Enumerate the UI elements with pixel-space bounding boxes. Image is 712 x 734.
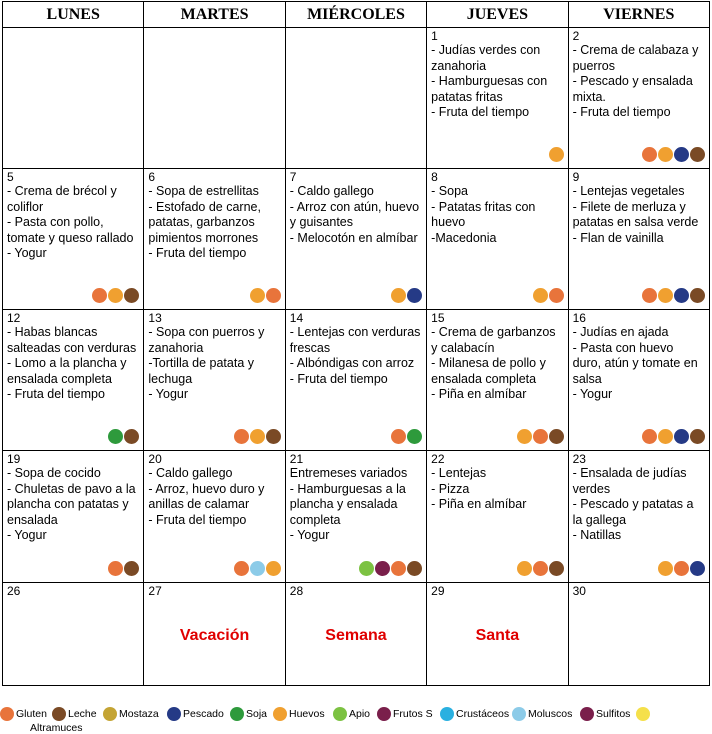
holiday-label: Semana (325, 627, 387, 644)
day-number: 6 (148, 170, 156, 184)
weekday-header-row (3, 2, 710, 28)
menu-dish: - Fruta del tiempo (431, 105, 530, 119)
leche-icon (690, 429, 705, 444)
menu-dish: - Lomo a la plancha y ensalada completa (7, 356, 127, 386)
legend-item-mostaza (103, 707, 159, 721)
holiday-label: Vacación (179, 627, 250, 644)
gluten-icon (674, 561, 689, 576)
menu-dish: - Caldo gallego (148, 466, 233, 480)
menu-dish: - Fruta del tiempo (148, 246, 247, 260)
allergen-icons (642, 288, 705, 303)
menu-dish: - Yogur (289, 528, 330, 542)
menu-dish: - Yogur (7, 246, 47, 260)
gluten-icon (234, 429, 249, 444)
day-cell (427, 310, 568, 451)
day-number: 29 (431, 584, 445, 598)
header-lunes: LUNES (3, 2, 144, 28)
sulfitos-icon (580, 707, 594, 721)
huevos-icon (658, 288, 673, 303)
day-number: 1 (431, 29, 438, 43)
allergen-icons (391, 429, 422, 444)
day-number: 26 (7, 584, 21, 598)
legend-item-sulfitos (580, 707, 630, 721)
leche-icon (124, 429, 139, 444)
menu-dish: - Arroz con atún, huevo y guisantes (289, 199, 420, 229)
legend-item-crustaceos (440, 707, 509, 721)
legend-label: Huevos (289, 708, 325, 720)
menu-dish: - Estofado de carne, patatas, garbanzos pimientos morrones (148, 199, 261, 245)
huevos-icon (658, 561, 673, 576)
day-number: 19 (7, 452, 21, 466)
mostaza-icon (103, 707, 117, 721)
allergen-icons (92, 288, 139, 303)
legend-item-frutos (377, 707, 433, 721)
day-cell (285, 28, 426, 169)
allergen-icons (517, 561, 564, 576)
allergen-legend (0, 703, 712, 734)
menu-dish: - Ensalada de judías verdes (572, 466, 687, 496)
day-cell (285, 169, 426, 310)
leche-icon (407, 561, 422, 576)
menu-dish: - Caldo gallego (289, 184, 374, 198)
menu-dish: - Lentejas con verduras frescas (289, 325, 421, 355)
day-cell (285, 583, 426, 686)
huevos-icon (658, 429, 673, 444)
gluten-icon (642, 288, 657, 303)
gluten-icon (642, 147, 657, 162)
menu-dish: - Hamburguesas a la plancha y ensalada completa (289, 481, 406, 527)
menu-dish: - Lentejas (431, 466, 487, 480)
day-cell (568, 451, 709, 583)
allergen-icons (658, 561, 705, 576)
menu-dish: - Milanesa de pollo y ensalada completa (431, 356, 546, 386)
legend-label: Gluten (16, 708, 47, 720)
day-cell (144, 169, 285, 310)
allergen-icons (359, 561, 422, 576)
day-cell (427, 28, 568, 169)
frutos-icon (377, 707, 391, 721)
menu-dish: -Macedonia (431, 230, 497, 245)
day-number: 21 (289, 452, 304, 466)
menu-dish: - Flan de vainilla (572, 230, 664, 245)
sulfitos-icon (375, 561, 390, 576)
day-number: 8 (431, 170, 438, 184)
day-number: 14 (289, 311, 304, 325)
altramuces-icon (636, 707, 650, 721)
legend-label: Leche (68, 708, 97, 720)
menu-dish: -Tortilla de patata y lechuga (148, 356, 254, 386)
allergen-icons (108, 561, 139, 576)
menu-dish: - Yogur (148, 387, 189, 401)
menu-dish: - Albóndigas con arroz (289, 356, 415, 370)
allergen-icons (234, 429, 281, 444)
day-cell (427, 583, 568, 686)
soja-icon (108, 429, 123, 444)
crustaceos-icon (440, 707, 454, 721)
gluten-icon (266, 288, 281, 303)
day-cell (568, 169, 709, 310)
week-row (3, 583, 710, 686)
menu-dish: - Crema de calabaza y puerros (572, 43, 699, 73)
day-number: 5 (7, 170, 14, 184)
huevos-icon (517, 429, 532, 444)
gluten-icon (533, 561, 548, 576)
day-cell (285, 451, 426, 583)
huevos-icon (273, 707, 287, 721)
allergen-icons (642, 429, 705, 444)
menu-dish: - Patatas fritas con huevo (431, 199, 536, 229)
menu-dish: - Sopa (431, 184, 469, 198)
huevos-icon (658, 147, 673, 162)
allergen-icons (549, 147, 564, 162)
day-cell (3, 583, 144, 686)
pescado-icon (674, 429, 689, 444)
huevos-icon (549, 147, 564, 162)
pescado-icon (690, 561, 705, 576)
day-cell (144, 310, 285, 451)
legend-label: Apio (349, 708, 371, 720)
day-number: 9 (572, 170, 580, 184)
day-cell (285, 310, 426, 451)
menu-dish: - Fruta del tiempo (7, 387, 105, 401)
gluten-icon (391, 429, 406, 444)
gluten-icon (642, 429, 657, 444)
huevos-icon (250, 288, 265, 303)
weekly-menu-table (2, 1, 710, 686)
legend-label: Pescado (183, 708, 224, 720)
leche-icon (690, 288, 705, 303)
leche-icon (549, 429, 564, 444)
menu-dish: - Fruta del tiempo (572, 105, 671, 119)
gluten-icon (549, 288, 564, 303)
legend-item-gluten (0, 707, 47, 721)
huevos-icon (517, 561, 532, 576)
day-cell (568, 310, 709, 451)
menu-dish: - Pasta con pollo, tomate y queso rallado (7, 215, 134, 245)
menu-dish: - Pasta con huevo duro, atún y tomate en salsa (572, 340, 698, 386)
gluten-icon (0, 707, 14, 721)
day-cell (568, 28, 709, 169)
legend-label: Crustáceos (456, 708, 510, 720)
day-cell (3, 169, 144, 310)
menu-dish: - Habas blancas salteadas con verduras (7, 325, 137, 355)
menu-dish: - Sopa de cocido (7, 466, 101, 480)
legend-label: Frutos S (393, 708, 433, 720)
gluten-icon (533, 429, 548, 444)
menu-dish: - Crema de brécol y coliflor (7, 184, 117, 214)
day-number: 27 (148, 584, 162, 598)
menu-dish: - Fruta del tiempo (148, 512, 247, 527)
menu-dish: - Yogur (572, 387, 613, 401)
apio-icon (333, 707, 347, 721)
huevos-icon (391, 288, 406, 303)
gluten-icon (391, 561, 406, 576)
moluscos-icon (512, 707, 526, 721)
pescado-icon (167, 707, 181, 721)
gluten-icon (234, 561, 249, 576)
week-row (3, 451, 710, 583)
legend-label: Sulfitos (596, 708, 631, 720)
legend-label: Mostaza (119, 708, 159, 720)
leche-icon (690, 147, 705, 162)
day-number: 15 (431, 311, 445, 325)
week-row (3, 28, 710, 169)
menu-dish: - Judías verdes con zanahoria (431, 43, 541, 73)
header-jueves: JUEVES (427, 2, 568, 28)
huevos-icon (266, 561, 281, 576)
day-number: 13 (148, 311, 162, 325)
header-viernes: VIERNES (568, 2, 709, 28)
leche-icon (124, 561, 139, 576)
allergen-icons (533, 288, 564, 303)
legend-item-altramuces (636, 707, 652, 721)
leche-icon (266, 429, 281, 444)
day-cell (568, 583, 709, 686)
menu-dish: - Melocotón en almíbar (289, 230, 418, 245)
legend-label: Moluscos (528, 708, 573, 720)
allergen-icons (642, 147, 705, 162)
huevos-icon (108, 288, 123, 303)
legend-item-leche (52, 707, 97, 721)
pescado-icon (674, 288, 689, 303)
menu-dish: - Piña en almíbar (431, 387, 527, 401)
day-number: 20 (148, 452, 162, 466)
day-number: 2 (572, 29, 580, 43)
gluten-icon (92, 288, 107, 303)
day-cell (144, 583, 285, 686)
legend-item-moluscos (512, 707, 572, 721)
leche-icon (52, 707, 66, 721)
holiday-label: Santa (475, 627, 520, 644)
menu-dish: - Chuletas de pavo a la plancha con patatas y ensalada (7, 481, 136, 527)
menu-dish: - Fruta del tiempo (289, 371, 388, 386)
day-number: 16 (572, 311, 586, 325)
day-number: 12 (7, 311, 21, 325)
menu-dish: - Hamburguesas con patatas fritas (431, 74, 548, 104)
menu-dish: - Arroz, huevo duro y anillas de calamar (148, 481, 265, 511)
menu-dish: - Piña en almíbar (431, 497, 527, 511)
leche-icon (124, 288, 139, 303)
menu-dish: - Sopa con puerros y zanahoria (148, 325, 265, 355)
legend-label: Soja (246, 708, 268, 720)
allergen-icons (234, 561, 281, 576)
day-cell (427, 169, 568, 310)
menu-dish: - Sopa de estrellitas (148, 184, 259, 198)
allergen-icons (517, 429, 564, 444)
legend-item-soja (230, 707, 267, 721)
day-number: 22 (431, 452, 445, 466)
day-cell (427, 451, 568, 583)
leche-icon (549, 561, 564, 576)
week-row (3, 310, 710, 451)
menu-dish: - Lentejas vegetales (572, 184, 685, 198)
apio-icon (359, 561, 374, 576)
menu-dish: - Judías en ajada (572, 325, 669, 339)
day-number: 28 (289, 584, 304, 598)
day-number: 7 (289, 170, 297, 184)
menu-dish: - Crema de garbanzos y calabacín (431, 325, 556, 355)
gluten-icon (108, 561, 123, 576)
pescado-icon (674, 147, 689, 162)
legend-item-huevos (273, 707, 325, 721)
allergen-icons (391, 288, 422, 303)
day-cell (3, 310, 144, 451)
day-cell (144, 451, 285, 583)
pescado-icon (407, 288, 422, 303)
header-martes: MARTES (144, 2, 285, 28)
legend-label-altramuces: Altramuces (30, 722, 83, 734)
menu-dish: - Pizza (431, 481, 470, 496)
menu-dish: Entremeses variados (289, 466, 408, 480)
allergen-icons (108, 429, 139, 444)
menu-dish: - Filete de merluza y patatas en salsa verde (572, 199, 699, 229)
menu-dish: - Natillas (572, 528, 622, 542)
soja-icon (230, 707, 244, 721)
legend-item-apio (333, 707, 370, 721)
menu-dish: - Yogur (7, 528, 47, 542)
huevos-icon (533, 288, 548, 303)
allergen-icons (250, 288, 281, 303)
menu-dish: - Pescado y patatas a la gallega (572, 497, 694, 527)
day-cell (144, 28, 285, 169)
day-number: 23 (572, 452, 586, 466)
soja-icon (407, 429, 422, 444)
day-cell (3, 28, 144, 169)
day-number: 30 (572, 584, 586, 598)
moluscos-icon (250, 561, 265, 576)
week-row (3, 169, 710, 310)
huevos-icon (250, 429, 265, 444)
day-cell (3, 451, 144, 583)
legend-item-pescado (167, 707, 224, 721)
menu-dish: - Pescado y ensalada mixta. (572, 74, 693, 104)
header-miercoles: MIÉRCOLES (285, 2, 426, 28)
